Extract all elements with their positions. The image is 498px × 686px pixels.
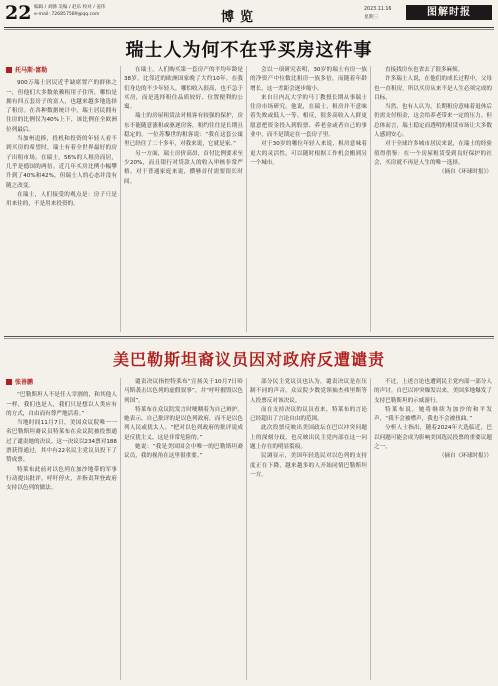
paragraph: 许多瑞士人说，在他们的成长过程中，父母也一直租房，所以买房从来不是人生必须完成的目标。 <box>374 76 492 101</box>
column-rule <box>370 66 371 332</box>
article2-column-3 <box>250 378 367 680</box>
column-rule <box>120 378 121 680</box>
column-rule <box>120 66 121 332</box>
paragraph: 在瑞士，人们接受的观点是：房子只是用来住的，不是用来投资的。 <box>6 191 117 208</box>
source-note: （摘自《环球时报》） <box>438 453 492 460</box>
paragraph: 来自日内瓦大学的马丁教授长期从事瑞士住房市场研究。他说，在瑞士，租房并不意味着失败或低人一等。相反，很多高收入人群更愿意把资金投入到股票、养老金或者自己的事业中，而不是锁定在一套房子里。 <box>250 94 367 139</box>
paragraph: 分析人士指出，随着2024年大选临近，巴以问题可能会成为影响美国选民投票的重要议题之一。 <box>374 425 492 451</box>
paragraph: 900万瑞士居民近乎缺席置产的群体之一，但他们大多数依赖租用子住所，哪怕是拥有四五套房子的富人，也越来越多地选择了租房。在各种数据统计中，瑞士居民拥有住房的比例仅为40%上下，该比例在全欧洲位列最后。 <box>6 80 117 133</box>
paragraph: 会以一项研究表明，30岁的瑞士有房一族的净资产中位数比租房一族多倍，而随着年龄增长，这一差距会逐步缩小。 <box>250 67 367 92</box>
article1-column-2 <box>124 66 243 332</box>
article2-column-2 <box>124 378 243 680</box>
section-title: 博览 <box>221 10 260 25</box>
paragraph: 对于全球许多城市居民来说，在瑞士的经验值得借鉴：在一个房屋租赁受到良好保护的社会，买房就不再是人生的唯一选择。 <box>374 141 492 166</box>
paragraph: 在瑞士，人们购买第一套房产的平均年龄是38岁，比邻近的欧洲国家晚了大约10年。在我们身边的不少年轻人，哪怕收入很高，也不急于买房，而是选择租住品质较好、位置便利的公寓。 <box>124 67 243 111</box>
paragraph: 当加州追捧，投机和投资的年轻人看不到买房的希望时，瑞士有着全世界最好的房子出租市场。在瑞士，56%的人租房而居，几乎是德国的两倍。近几年买房比例小幅攀升到了40%和42%，但瑞士人的心态并没有随之改变。 <box>6 136 117 189</box>
page-number: 22 <box>5 2 32 24</box>
article2-column-4 <box>374 378 492 680</box>
article-divider <box>4 336 494 337</box>
article-divider-thin <box>4 338 494 339</box>
paragraph: 对于30岁的哪位年轻人来说，租房意味着更大的灵活性，可以随时根据工作机会搬到另一个城市。 <box>250 141 367 166</box>
article1-title: 瑞士人为何不在乎买房这件事 <box>125 40 373 61</box>
paragraph: 此次投票反映出美国政坛在巴以冲突问题上的深刻分歧，也反映出民主党内部在这一问题上存在的明显裂痕。 <box>250 425 367 451</box>
article1-column-3 <box>250 66 367 332</box>
email-line: e-mail: 726857589@qq.com <box>34 12 100 17</box>
paragraph: 当地时间11月7日，美国众议院唯一一名巴勒斯坦裔议员特莱布在众议院被投票通过了谴责她的决议。这一决议以234票对188票获得通过，其中有22名民主党议员投下了赞成票。 <box>6 420 117 464</box>
header-rule <box>4 27 494 28</box>
paragraph: 特莱布说，她将继续为加沙的和平发声，“我不会被噤声，我也不会被扭曲。” <box>374 406 492 423</box>
article1-column-4 <box>374 66 492 332</box>
paragraph: 她说：“我是美国国会中唯一的巴勒斯坦裔议员，我的视角在这里很重要。” <box>124 444 243 460</box>
article2-title: 美巴勒斯坦裔议员因对政府反遭谴责 <box>112 350 385 369</box>
editor-line: 编辑 / 刘腾 美编 / 赵乐 校对 / 姜伟 <box>34 5 106 10</box>
paragraph: 民调显示，美国年轻选民对以色列的支持度正在下降，越来越多的人开始同情巴勒斯坦一方。 <box>250 453 367 478</box>
byline-marker-icon <box>6 67 12 73</box>
weekday-line: 星期三 <box>364 15 379 20</box>
page-header <box>0 0 498 28</box>
article1-column-1 <box>6 66 117 332</box>
masthead-logo: 图解时报 <box>406 5 492 20</box>
paragraph: 另一方面，瑞士房价高昂，首付比例要求至少20%，而且银行对贷款人的收入审核非常严格。对于普通家庭来说，攒够首付需要很长时间。 <box>124 150 243 185</box>
paragraph: 特莱布在众议院发言时哽咽着为自己辩护。她表示，自己批评的是以色列政府，而不是以色列人民或犹太人。“把对以色列政府的批评说成是反犹主义，这是非常危险的。” <box>124 406 243 441</box>
date-line: 2023.11.16 <box>364 7 392 12</box>
column-rule <box>370 378 371 680</box>
article2-byline <box>6 378 117 387</box>
paragraph: “巴勒斯坦人不是任人宰割的，和其他人一样，我们也是人，我们只是想以人类应有的方式，自由而有尊严地活着。” <box>6 392 117 417</box>
paragraph: 谴责决议指控特莱布“宣扬关于10月7日哈马斯袭击以色列的虚假叙事”，并“呼吁摧毁以色列国”。 <box>124 379 243 404</box>
article2-column-1 <box>6 378 117 680</box>
article1-byline <box>6 66 117 75</box>
byline-marker-icon <box>6 379 12 385</box>
paragraph: 特莱布此前对以色列在加沙地带的军事行动提出批评，呼吁停火，并指责拜登政府支持以色列的做法。 <box>6 466 117 492</box>
column-rule <box>246 378 247 680</box>
paragraph: 部分民主党议员也认为，谴责决议是在压制不同的声音。众议院少数党领袖杰弗里斯等人投票反对该决议。 <box>250 379 367 404</box>
source-note: （摘自《环球时报》） <box>438 169 492 176</box>
paragraph: 当然，也有人认为，长期租房意味着退休后仍需支付租金，这会给养老带来一定的压力。但总体而言，瑞士稳定而透明的租赁市场让大多数人感到安心。 <box>374 104 492 139</box>
paragraph: 瑞士的房屋租赁法对租客有较强的保护，房东不能随意涨租或驱逐房客，租约往往是长期且稳定的。一位苏黎世的租客说：“我在这套公寓里已经住了二十多年，对我来说，它就是家。” <box>124 113 243 148</box>
paragraph: 而在支持决议的议员看来，特莱布的言论已经超出了言论自由的范围。 <box>250 406 367 423</box>
paragraph: 直接找房东也省去了很多麻烦。 <box>385 67 464 73</box>
editor-info <box>34 4 105 18</box>
article2-author: 张善鹏 <box>15 379 34 386</box>
header-rule-thin <box>4 29 494 30</box>
column-rule <box>246 66 247 332</box>
article1-author: 托马斯·富勒 <box>15 67 48 74</box>
paragraph: 不过，上述言论也遭到民主党内部一部分人的声讨。自巴以冲突爆发以来，美国多地爆发了支持巴勒斯坦的示威游行。 <box>374 379 492 404</box>
issue-date <box>364 6 391 22</box>
